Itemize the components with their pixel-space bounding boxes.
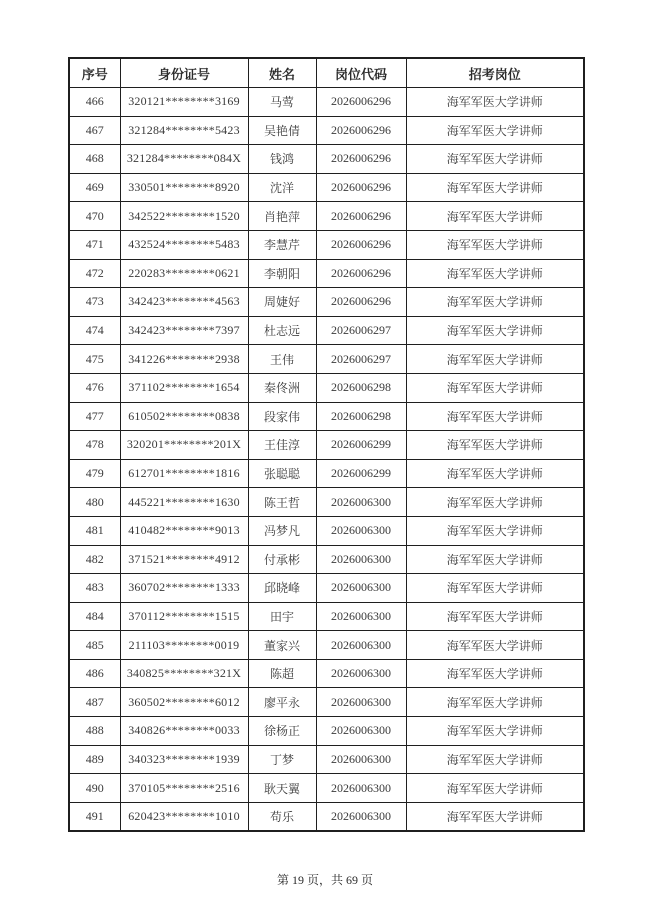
cell-id-number: 211103********0019 <box>120 631 248 660</box>
cell-position-code: 2026006300 <box>316 717 406 746</box>
cell-recruitment-position: 海军军医大学讲师 <box>406 802 584 831</box>
cell-serial-number: 485 <box>69 631 120 660</box>
cell-serial-number: 483 <box>69 574 120 603</box>
cell-position-code: 2026006297 <box>316 345 406 374</box>
cell-id-number: 342423********4563 <box>120 288 248 317</box>
cell-recruitment-position: 海军军医大学讲师 <box>406 202 584 231</box>
cell-recruitment-position: 海军军医大学讲师 <box>406 116 584 145</box>
cell-position-code: 2026006296 <box>316 88 406 117</box>
cell-id-number: 321284********084X <box>120 145 248 174</box>
cell-id-number: 340826********0033 <box>120 717 248 746</box>
cell-serial-number: 480 <box>69 488 120 517</box>
cell-position-code: 2026006298 <box>316 373 406 402</box>
cell-recruitment-position: 海军军医大学讲师 <box>406 659 584 688</box>
cell-name: 张聪聪 <box>248 459 316 488</box>
cell-position-code: 2026006300 <box>316 602 406 631</box>
cell-recruitment-position: 海军军医大学讲师 <box>406 316 584 345</box>
cell-position-code: 2026006296 <box>316 202 406 231</box>
cell-id-number: 330501********8920 <box>120 173 248 202</box>
cell-position-code: 2026006296 <box>316 259 406 288</box>
cell-name: 肖艳萍 <box>248 202 316 231</box>
cell-position-code: 2026006300 <box>316 545 406 574</box>
cell-id-number: 340323********1939 <box>120 745 248 774</box>
cell-name: 李朝阳 <box>248 259 316 288</box>
table-row <box>69 230 584 259</box>
cell-serial-number: 468 <box>69 145 120 174</box>
cell-id-number: 371102********1654 <box>120 373 248 402</box>
cell-name: 冯梦凡 <box>248 516 316 545</box>
table-row <box>69 459 584 488</box>
cell-id-number: 360702********1333 <box>120 574 248 603</box>
cell-name: 邱晓峰 <box>248 574 316 603</box>
cell-serial-number: 472 <box>69 259 120 288</box>
cell-position-code: 2026006296 <box>316 230 406 259</box>
table-row <box>69 717 584 746</box>
cell-recruitment-position: 海军军医大学讲师 <box>406 745 584 774</box>
cell-serial-number: 479 <box>69 459 120 488</box>
table-row <box>69 659 584 688</box>
cell-name: 杜志远 <box>248 316 316 345</box>
cell-serial-number: 484 <box>69 602 120 631</box>
cell-recruitment-position: 海军军医大学讲师 <box>406 145 584 174</box>
cell-id-number: 410482********9013 <box>120 516 248 545</box>
table-row <box>69 259 584 288</box>
cell-id-number: 320121********3169 <box>120 88 248 117</box>
cell-serial-number: 476 <box>69 373 120 402</box>
cell-serial-number: 475 <box>69 345 120 374</box>
cell-id-number: 370112********1515 <box>120 602 248 631</box>
table-body <box>69 88 584 832</box>
cell-recruitment-position: 海军军医大学讲师 <box>406 774 584 803</box>
cell-position-code: 2026006296 <box>316 116 406 145</box>
col-header-recruitment-position: 招考岗位 <box>406 58 584 88</box>
cell-serial-number: 487 <box>69 688 120 717</box>
cell-serial-number: 486 <box>69 659 120 688</box>
cell-id-number: 220283********0621 <box>120 259 248 288</box>
cell-recruitment-position: 海军军医大学讲师 <box>406 631 584 660</box>
cell-recruitment-position: 海军军医大学讲师 <box>406 488 584 517</box>
cell-id-number: 371521********4912 <box>120 545 248 574</box>
candidate-roster-table <box>68 57 585 832</box>
cell-id-number: 340825********321X <box>120 659 248 688</box>
cell-recruitment-position: 海军军医大学讲师 <box>406 288 584 317</box>
cell-id-number: 620423********1010 <box>120 802 248 831</box>
cell-name: 钱鸿 <box>248 145 316 174</box>
cell-serial-number: 477 <box>69 402 120 431</box>
cell-position-code: 2026006296 <box>316 288 406 317</box>
cell-recruitment-position: 海军军医大学讲师 <box>406 574 584 603</box>
cell-position-code: 2026006300 <box>316 631 406 660</box>
cell-name: 周婕好 <box>248 288 316 317</box>
cell-id-number: 445221********1630 <box>120 488 248 517</box>
cell-name: 丁梦 <box>248 745 316 774</box>
table-row <box>69 373 584 402</box>
cell-position-code: 2026006300 <box>316 488 406 517</box>
cell-position-code: 2026006299 <box>316 459 406 488</box>
cell-serial-number: 478 <box>69 431 120 460</box>
table-row <box>69 802 584 831</box>
cell-name: 段家伟 <box>248 402 316 431</box>
cell-name: 王伟 <box>248 345 316 374</box>
col-header-serial-number: 序号 <box>69 58 120 88</box>
cell-serial-number: 488 <box>69 717 120 746</box>
cell-recruitment-position: 海军军医大学讲师 <box>406 230 584 259</box>
cell-position-code: 2026006300 <box>316 774 406 803</box>
table-row <box>69 402 584 431</box>
table-row <box>69 173 584 202</box>
cell-id-number: 342423********7397 <box>120 316 248 345</box>
cell-recruitment-position: 海军军医大学讲师 <box>406 431 584 460</box>
cell-serial-number: 481 <box>69 516 120 545</box>
table-row <box>69 88 584 117</box>
cell-position-code: 2026006300 <box>316 516 406 545</box>
table-row <box>69 574 584 603</box>
cell-recruitment-position: 海军军医大学讲师 <box>406 516 584 545</box>
col-header-position-code: 岗位代码 <box>316 58 406 88</box>
cell-serial-number: 473 <box>69 288 120 317</box>
cell-name: 徐杨正 <box>248 717 316 746</box>
cell-position-code: 2026006297 <box>316 316 406 345</box>
cell-position-code: 2026006298 <box>316 402 406 431</box>
cell-recruitment-position: 海军军医大学讲师 <box>406 345 584 374</box>
cell-recruitment-position: 海军军医大学讲师 <box>406 259 584 288</box>
cell-serial-number: 471 <box>69 230 120 259</box>
cell-serial-number: 467 <box>69 116 120 145</box>
cell-id-number: 370105********2516 <box>120 774 248 803</box>
table-row <box>69 688 584 717</box>
cell-position-code: 2026006300 <box>316 659 406 688</box>
cell-recruitment-position: 海军军医大学讲师 <box>406 459 584 488</box>
col-header-id-number: 身份证号 <box>120 58 248 88</box>
cell-id-number: 360502********6012 <box>120 688 248 717</box>
table-row <box>69 288 584 317</box>
cell-recruitment-position: 海军军医大学讲师 <box>406 88 584 117</box>
cell-id-number: 342522********1520 <box>120 202 248 231</box>
table-row <box>69 545 584 574</box>
cell-name: 田宇 <box>248 602 316 631</box>
table-row <box>69 145 584 174</box>
cell-id-number: 320201********201X <box>120 431 248 460</box>
cell-position-code: 2026006299 <box>316 431 406 460</box>
cell-name: 付承彬 <box>248 545 316 574</box>
cell-position-code: 2026006300 <box>316 802 406 831</box>
cell-serial-number: 489 <box>69 745 120 774</box>
table-row <box>69 202 584 231</box>
cell-name: 李慧芹 <box>248 230 316 259</box>
cell-recruitment-position: 海军军医大学讲师 <box>406 173 584 202</box>
cell-recruitment-position: 海军军医大学讲师 <box>406 402 584 431</box>
table-header-row <box>69 58 584 88</box>
cell-recruitment-position: 海军军医大学讲师 <box>406 373 584 402</box>
table-row <box>69 345 584 374</box>
cell-name: 王佳淳 <box>248 431 316 460</box>
table-row <box>69 602 584 631</box>
cell-serial-number: 470 <box>69 202 120 231</box>
table-row <box>69 431 584 460</box>
cell-id-number: 321284********5423 <box>120 116 248 145</box>
cell-id-number: 610502********0838 <box>120 402 248 431</box>
table-row <box>69 488 584 517</box>
cell-name: 苟乐 <box>248 802 316 831</box>
cell-serial-number: 482 <box>69 545 120 574</box>
cell-id-number: 612701********1816 <box>120 459 248 488</box>
cell-serial-number: 469 <box>69 173 120 202</box>
cell-name: 沈洋 <box>248 173 316 202</box>
table-row <box>69 774 584 803</box>
table-row <box>69 745 584 774</box>
cell-position-code: 2026006300 <box>316 688 406 717</box>
cell-serial-number: 491 <box>69 802 120 831</box>
cell-recruitment-position: 海军军医大学讲师 <box>406 688 584 717</box>
cell-id-number: 432524********5483 <box>120 230 248 259</box>
cell-position-code: 2026006300 <box>316 574 406 603</box>
table-row <box>69 116 584 145</box>
cell-serial-number: 466 <box>69 88 120 117</box>
cell-name: 耿天翼 <box>248 774 316 803</box>
col-header-name: 姓名 <box>248 58 316 88</box>
cell-recruitment-position: 海军军医大学讲师 <box>406 545 584 574</box>
cell-position-code: 2026006296 <box>316 173 406 202</box>
cell-id-number: 341226********2938 <box>120 345 248 374</box>
cell-position-code: 2026006296 <box>316 145 406 174</box>
table-row <box>69 516 584 545</box>
cell-name: 陈超 <box>248 659 316 688</box>
cell-name: 陈王哲 <box>248 488 316 517</box>
cell-recruitment-position: 海军军医大学讲师 <box>406 717 584 746</box>
cell-name: 董家兴 <box>248 631 316 660</box>
cell-name: 廖平永 <box>248 688 316 717</box>
table-row <box>69 631 584 660</box>
cell-serial-number: 474 <box>69 316 120 345</box>
table-row <box>69 316 584 345</box>
cell-name: 秦佟洲 <box>248 373 316 402</box>
cell-name: 马莺 <box>248 88 316 117</box>
cell-serial-number: 490 <box>69 774 120 803</box>
cell-name: 吴艳倩 <box>248 116 316 145</box>
page-number-footer: 第 19 页，共 69 页 <box>276 873 373 887</box>
cell-recruitment-position: 海军军医大学讲师 <box>406 602 584 631</box>
cell-position-code: 2026006300 <box>316 745 406 774</box>
